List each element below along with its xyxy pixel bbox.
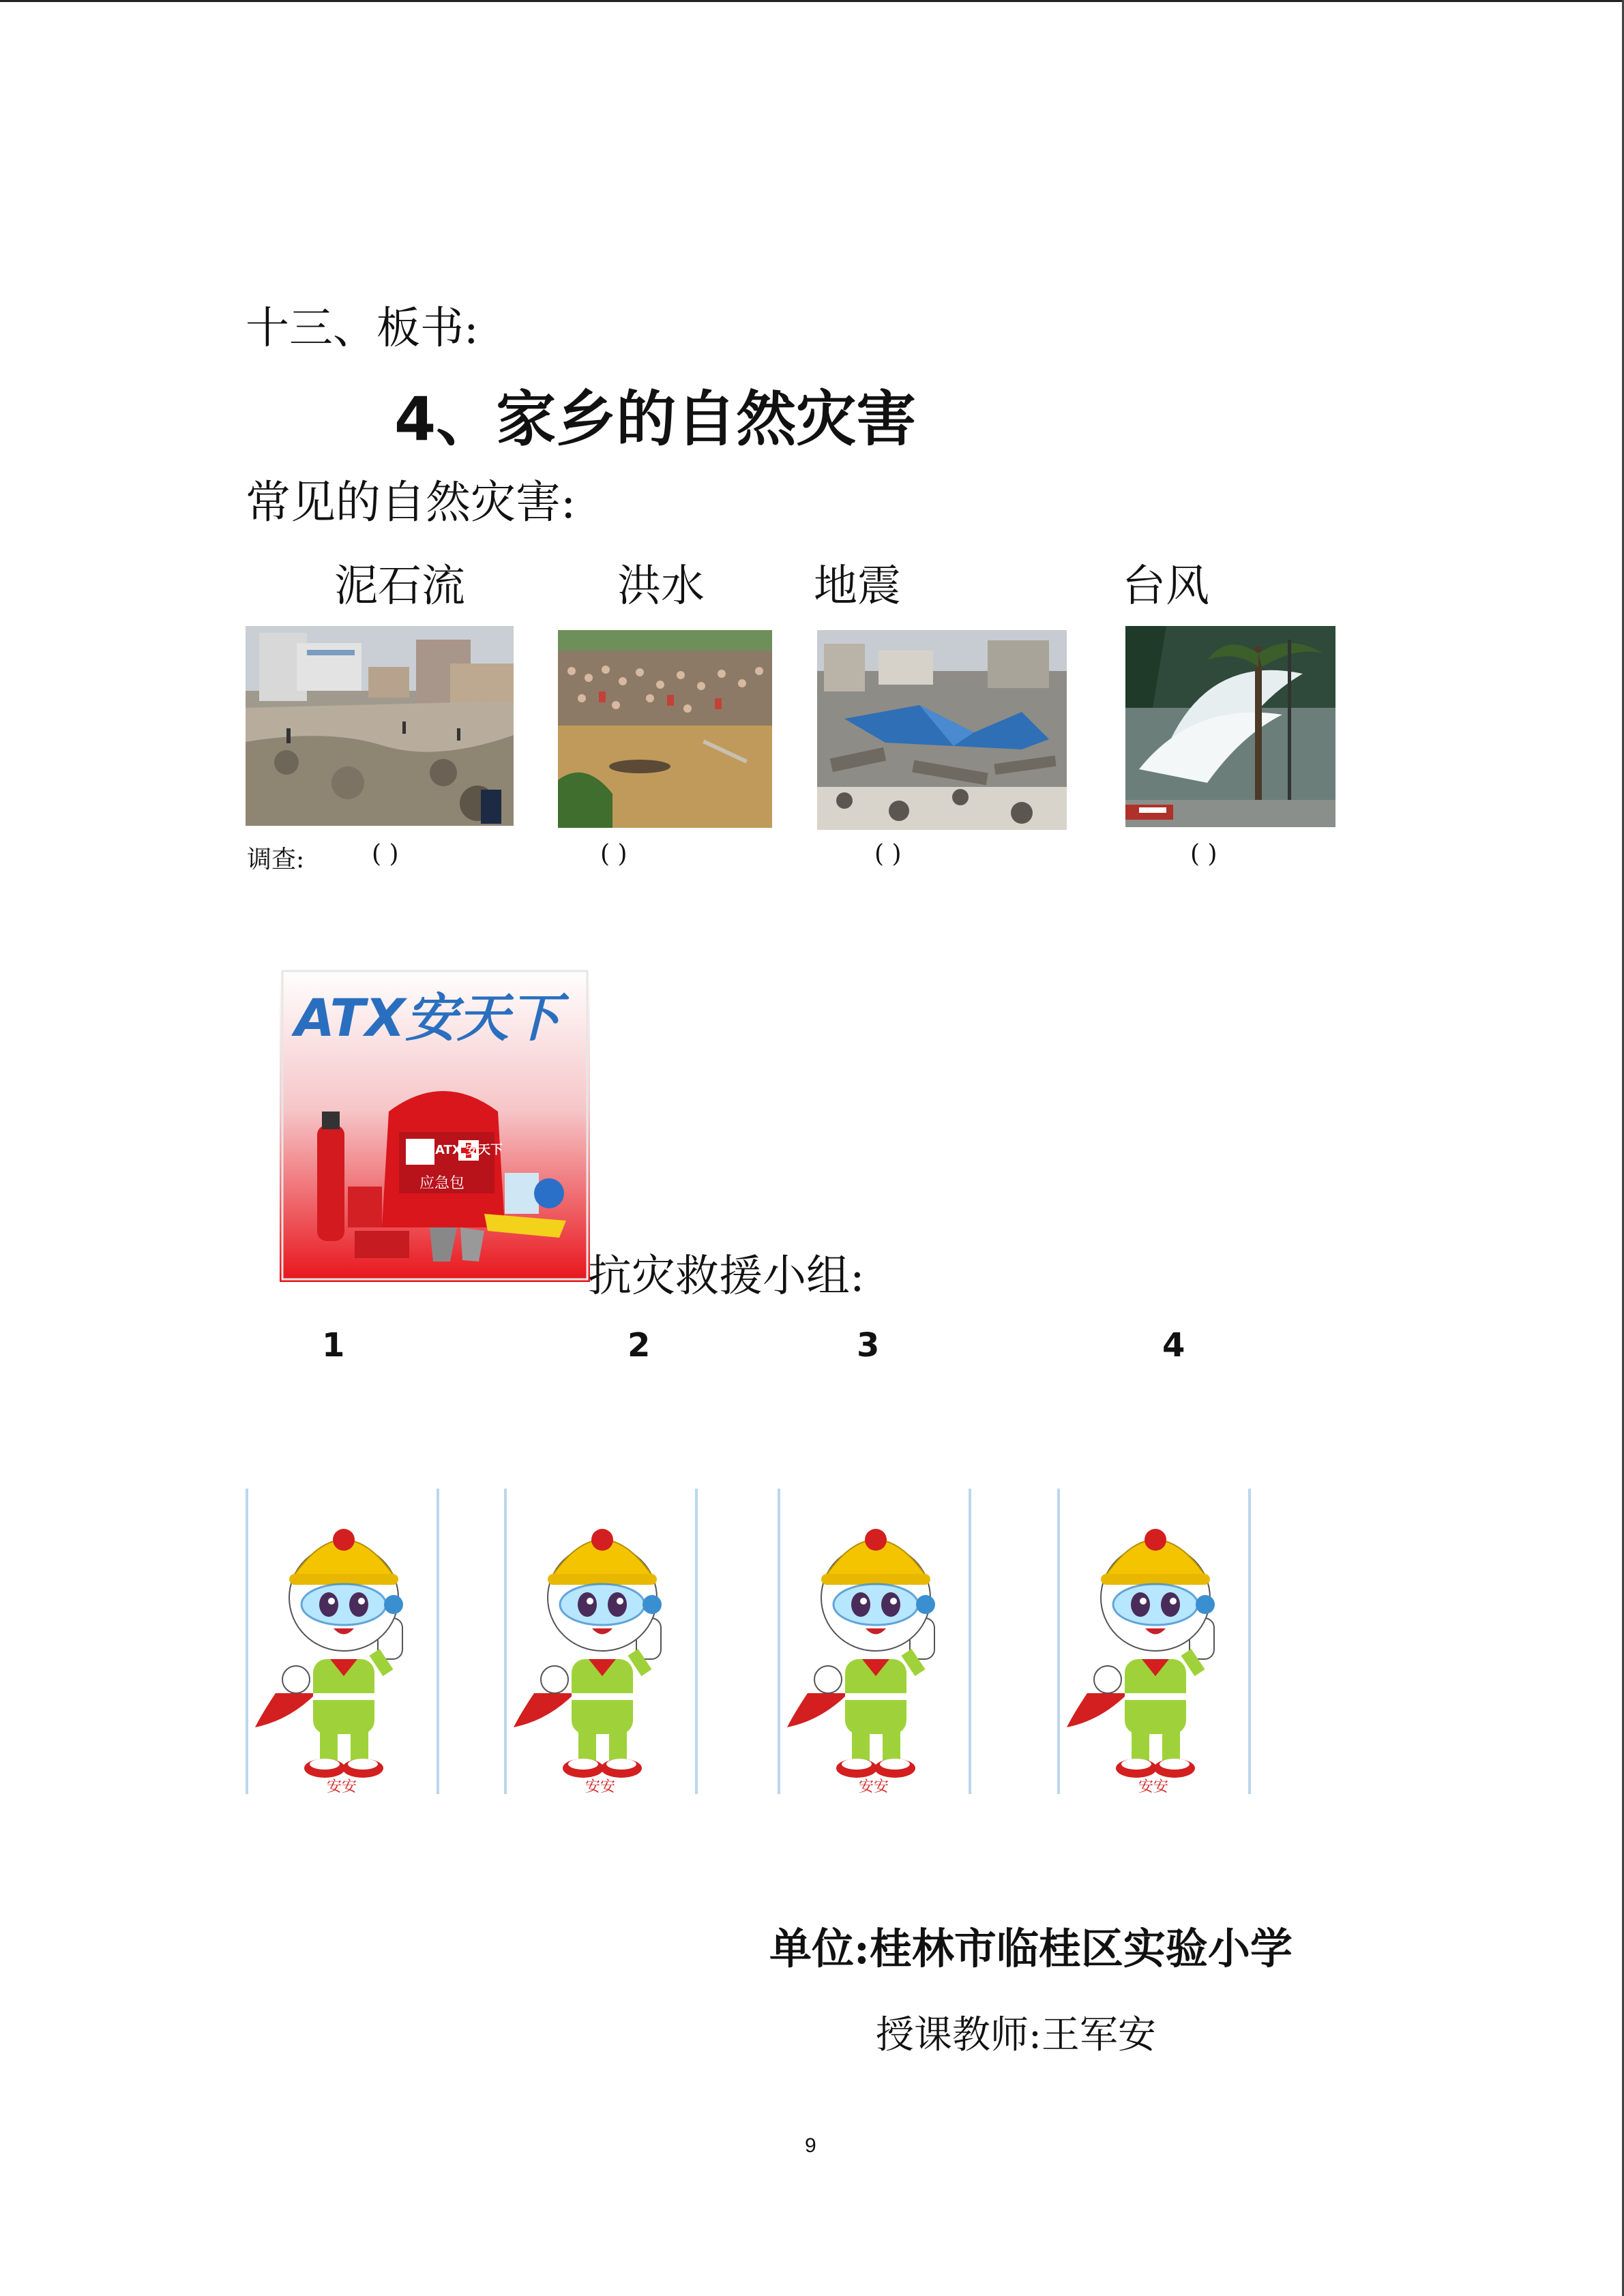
blank-paren-4: ( ) [1190, 840, 1217, 868]
mascot-caption: 安安 [585, 1778, 616, 1795]
section-heading: 十三、板书: [246, 303, 479, 354]
caption-earthquake: 地震 [814, 561, 901, 612]
flood-photo [558, 630, 772, 828]
mudslide-photo [246, 626, 514, 826]
unit-line: 单位:桂林市临桂区实验小学 [769, 1924, 1293, 1973]
caption-flood: 洪水 [617, 561, 705, 612]
typhoon-photo [1125, 626, 1335, 827]
subheading: 常见的自然灾害: [246, 476, 576, 528]
mascot-caption: 安安 [327, 1778, 357, 1795]
page-number: 9 [805, 2134, 816, 2157]
kit-bag-label: 应急包 [419, 1175, 465, 1192]
blank-paren-3: ( ) [874, 840, 902, 868]
survey-label: 调查: [247, 846, 305, 874]
mascot-icon [248, 1489, 437, 1794]
mascot-4 [1057, 1489, 1251, 1794]
lesson-title: 4、家乡的自然灾害 [394, 384, 917, 454]
mascot-3 [778, 1489, 971, 1794]
mascot-2 [504, 1489, 698, 1794]
mascot-1 [246, 1489, 439, 1794]
emergency-kit-image [280, 968, 590, 1282]
team-number-4: 4 [1162, 1326, 1185, 1365]
team-number-2: 2 [628, 1326, 651, 1365]
blank-paren-1: ( ) [372, 840, 399, 868]
team-number-1: 1 [322, 1326, 345, 1365]
mascot-caption: 安安 [859, 1778, 889, 1795]
caption-typhoon: 台风 [1122, 561, 1209, 612]
teacher-line: 授课教师:王军安 [876, 2013, 1156, 2057]
mascot-icon [1060, 1489, 1248, 1794]
mascot-icon [780, 1489, 969, 1794]
team-label: 抗灾救援小组: [588, 1251, 865, 1302]
team-number-3: 3 [857, 1326, 880, 1365]
blank-paren-2: ( ) [600, 840, 628, 868]
mascot-caption: 安安 [1138, 1778, 1169, 1795]
kit-bag-brand: ATX 安天下 [435, 1143, 503, 1157]
mascot-icon [507, 1489, 695, 1794]
caption-mudslide: 泥石流 [334, 561, 465, 612]
kit-brand-logo: ATX安天下 [295, 987, 561, 1048]
earthquake-photo [817, 630, 1067, 830]
page-top-border [0, 0, 1624, 2]
